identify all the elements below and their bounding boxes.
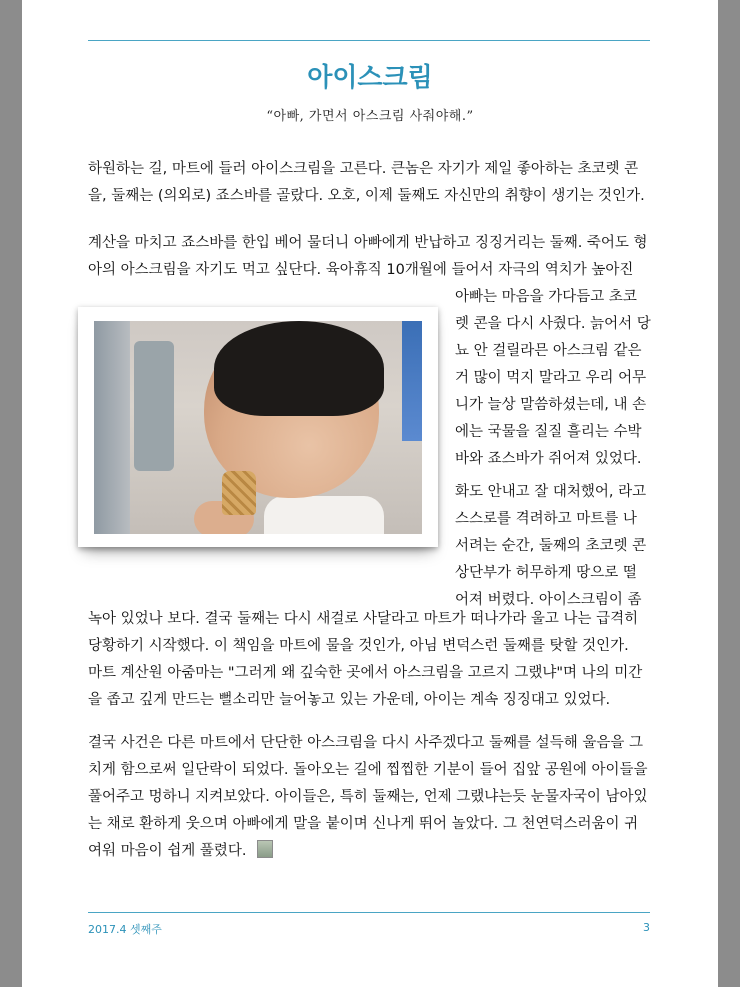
text-line: 풀어주고 멍하니 지켜보았다. 아이들은, 특히 둘째는, 언제 그랬냐는듯 눈물자국이 남아있 (88, 789, 648, 805)
text-line: 니가 늘상 말씀하셨는데, 내 손 (455, 397, 647, 413)
text-line: 거 많이 먹지 말라고 우리 어무 (455, 370, 647, 386)
text-line: 당황하기 시작했다. 이 책임을 마트에 물을 것인가, 아님 변덕스런 둘째를 탓할 것인가. (88, 638, 629, 654)
paragraph-3 (88, 606, 642, 714)
text-line: 을, 둘째는 (의외로) 죠스바를 골랐다. 오호, 이제 둘째도 자신만의 취향이 생기는 것인가. (88, 188, 645, 204)
text-line: 마트 계산원 아줌마는 "그러게 왜 깊숙한 곳에서 아스크림을 고르지 그랬냐"며 나의 미간 (88, 665, 643, 681)
text-line: 렛 콘을 다시 사줬다. 늙어서 당 (455, 316, 651, 332)
text-line: 을 좁고 깊게 만드는 뻘소리만 늘어놓고 있는 가운데, 아이는 계속 징징대고 있었다. (88, 692, 611, 708)
top-divider (88, 40, 650, 41)
text-line: 스스로를 격려하고 마트를 나 (455, 511, 637, 527)
text-line: 결국 사건은 다른 마트에서 단단한 아스크림을 다시 사주겠다고 둘째를 설득해 울음을 그 (88, 735, 643, 751)
text-line: 여워 마음이 쉽게 풀렸다. (88, 843, 247, 859)
text-line: 하원하는 길, 마트에 들러 아이스크림을 고른다. 큰놈은 자기가 제일 좋아하는 초코렛 콘 (88, 161, 639, 177)
paragraph-2-side (455, 284, 651, 473)
page-number: 3 (643, 921, 650, 934)
paragraph-2 (88, 230, 648, 284)
paragraph-3-side (455, 479, 646, 614)
text-line: 서려는 순간, 둘째의 초코렛 콘 (455, 538, 647, 554)
child-eating-icecream-photo (78, 307, 438, 547)
article-quote: “아빠, 가면서 아스크림 사줘야해.” (266, 109, 474, 124)
footer-date: 2017.4 셋째주 (88, 923, 162, 936)
paragraph-4 (88, 730, 648, 865)
text-line: 아빠는 마음을 가다듬고 초코 (455, 289, 637, 305)
text-line: 치게 함으로써 일단락이 되었다. 돌아오는 길에 찝찝한 기분이 들어 집앞 공원에 아이들을 (88, 762, 648, 778)
text-line: 어져 버렸다. 아이스크림이 좀 (455, 592, 642, 608)
text-line: 바와 죠스바가 쥐어져 있었다. (455, 451, 642, 467)
text-line-last (88, 838, 648, 865)
text-line: 상단부가 허무하게 땅으로 떨 (455, 565, 637, 581)
text-line: 뇨 안 걸릴라믄 아스크림 같은 (455, 343, 642, 359)
text-line: 는 채로 환하게 웃으며 아빠에게 말을 붙이며 신나게 뛰어 놀았다. 그 천연덕스러움이 귀 (88, 816, 639, 832)
text-line: 에는 국물을 질질 흘리는 수박 (455, 424, 642, 440)
text-line: 화도 안내고 잘 대처했어, 라고 (455, 484, 647, 500)
bottom-divider (88, 912, 650, 913)
text-line: 계산을 마치고 죠스바를 한입 베어 물더니 아빠에게 반납하고 징징거리는 둘째. 죽어도 형 (88, 235, 648, 251)
article-title: 아이스크림 (307, 63, 433, 93)
document-page (22, 0, 718, 987)
paragraph-1 (88, 156, 645, 210)
photo-image (94, 321, 422, 534)
emoticon-icon (257, 840, 273, 858)
text-line: 아의 아스크림을 자기도 먹고 싶단다. 육아휴직 10개월에 들어서 자극의 역치가 높아진 (88, 262, 634, 278)
text-line: 녹아 있었나 보다. 결국 둘째는 다시 새걸로 사달라고 마트가 떠나가라 울고 나는 급격히 (88, 611, 639, 627)
